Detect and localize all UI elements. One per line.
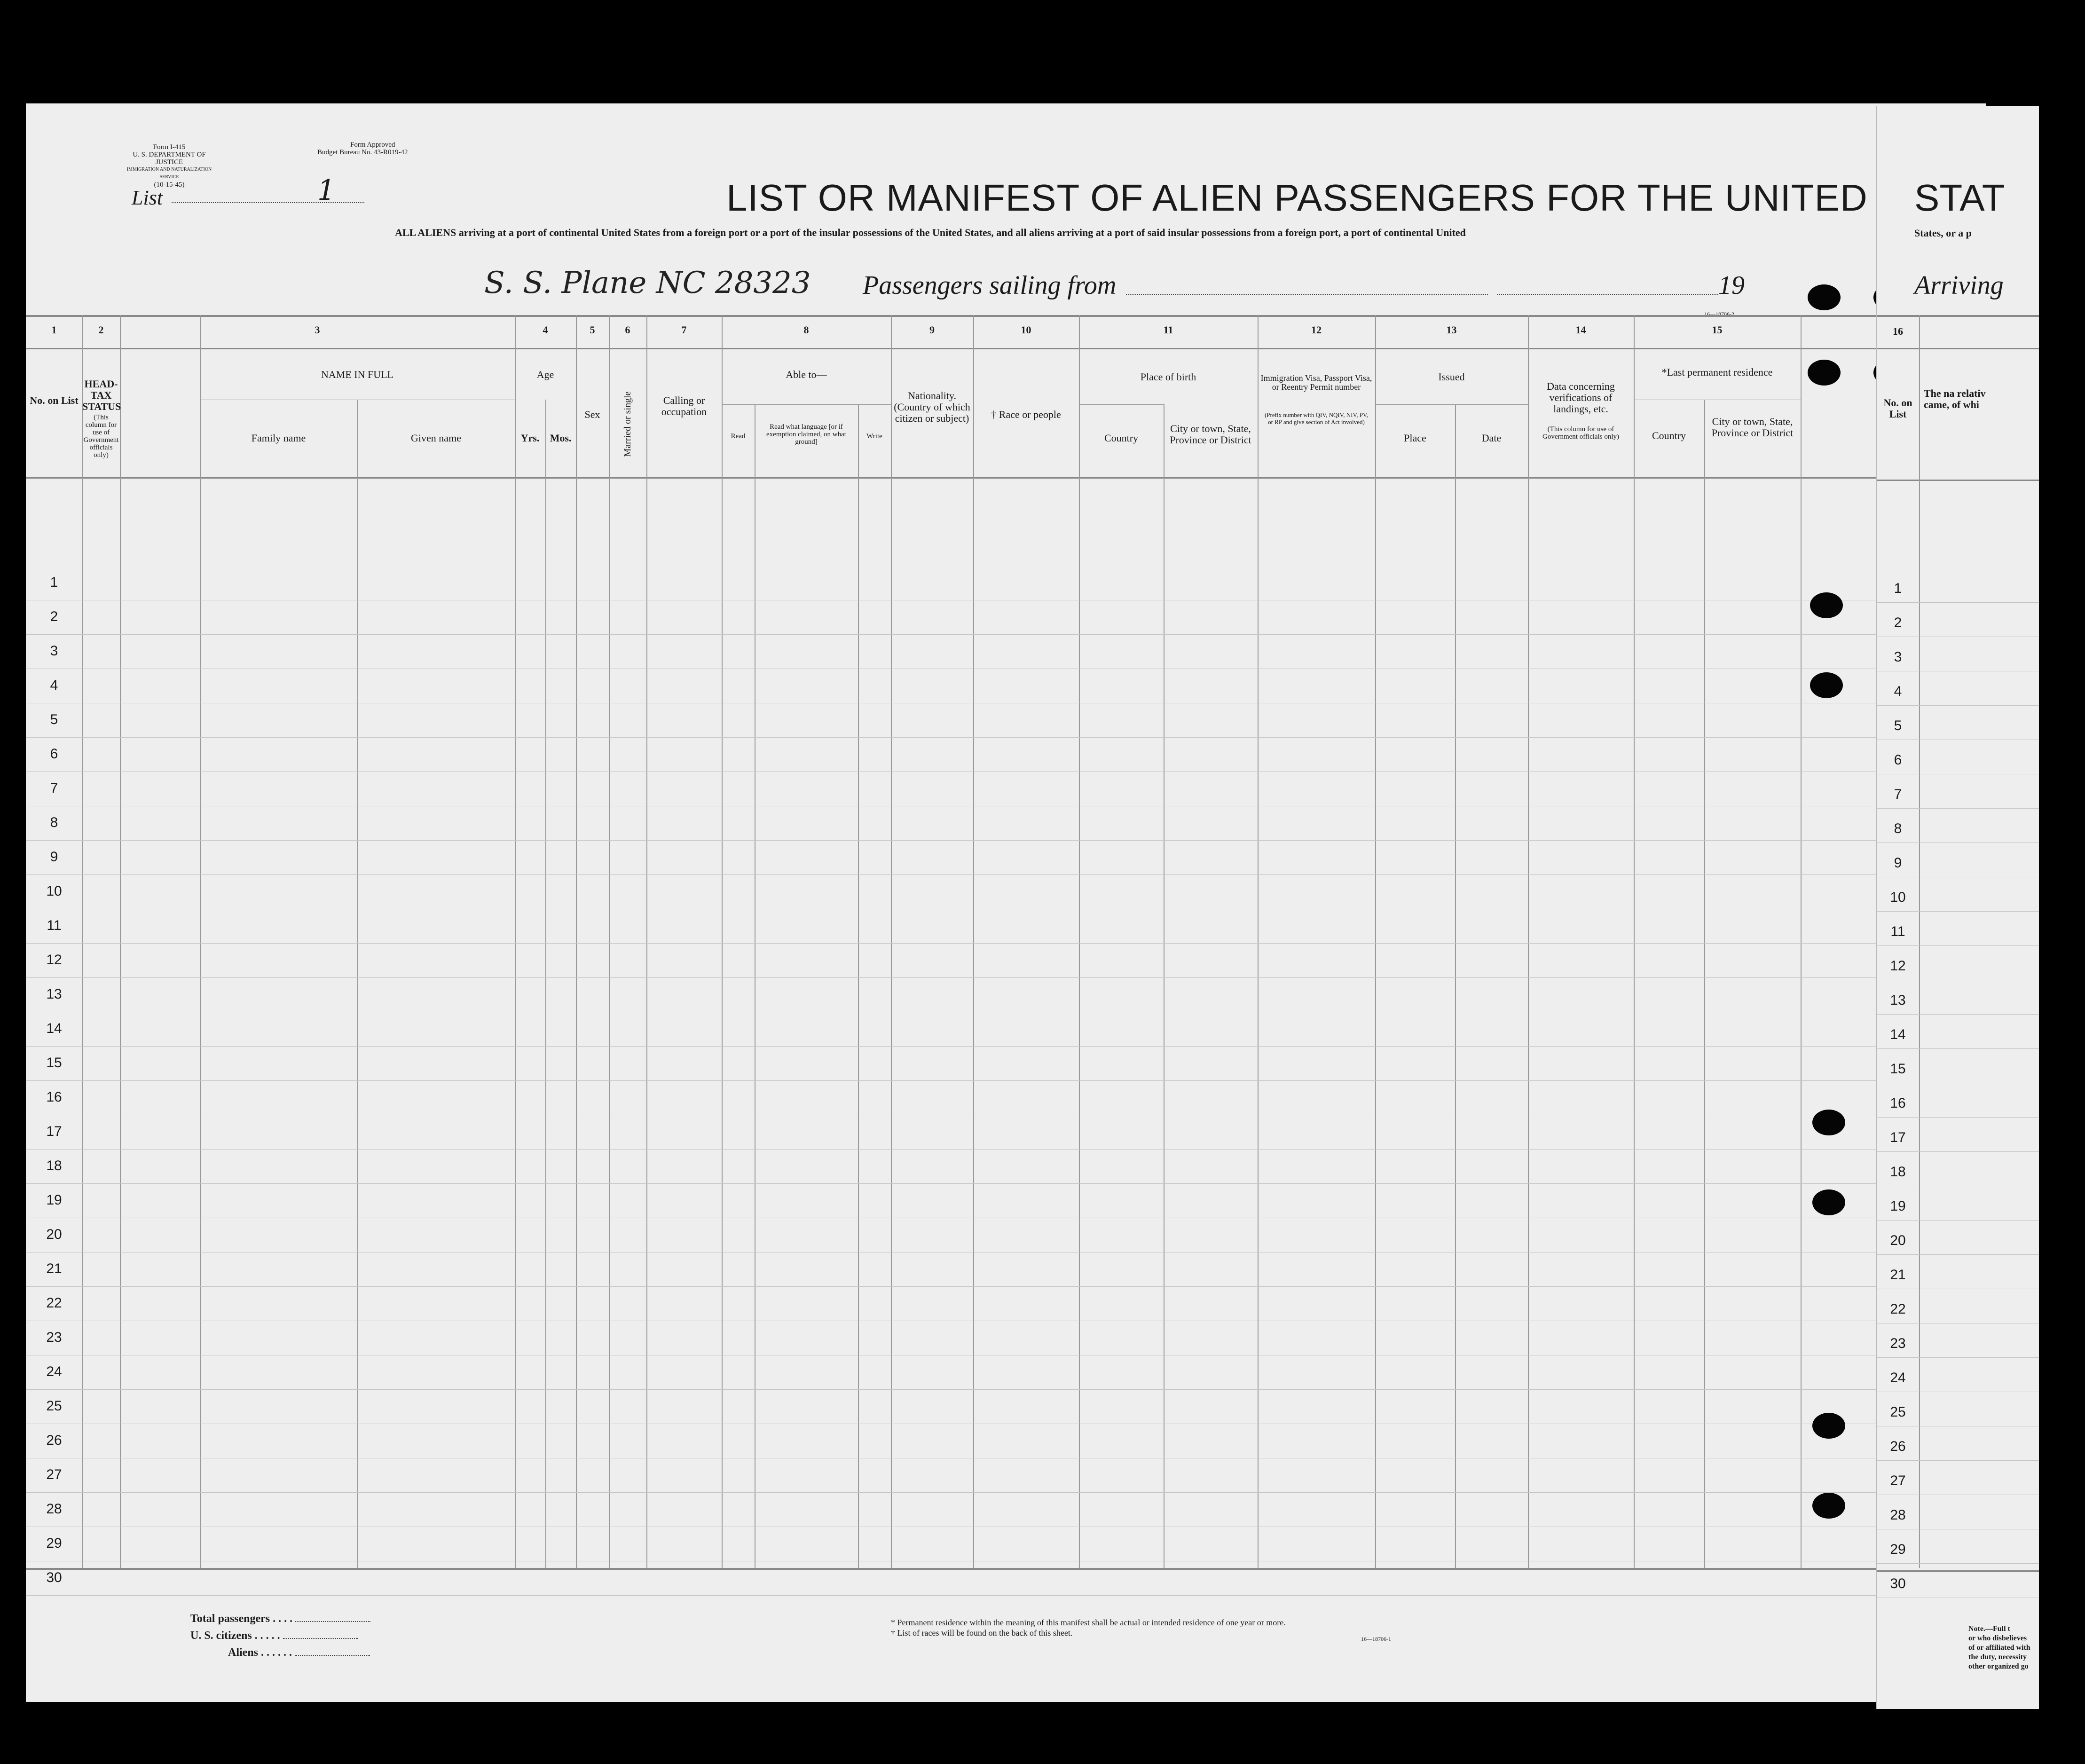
date-line bbox=[1497, 294, 1718, 295]
col-divider bbox=[1528, 315, 1529, 1568]
table-row bbox=[1877, 1151, 2039, 1152]
col1-header: No. on List bbox=[30, 394, 79, 406]
colnum-3: 3 bbox=[315, 324, 320, 336]
table-row bbox=[26, 840, 1986, 841]
table-row bbox=[1877, 1563, 2039, 1564]
row-number: 18 bbox=[46, 1158, 62, 1173]
row-number: 24 bbox=[1890, 1370, 1906, 1386]
footnote-residence: * Permanent residence within the meaning of this manifest shall be actual or intended residence of one year or more. bbox=[891, 1618, 1286, 1627]
row-number: 27 bbox=[1890, 1473, 1906, 1488]
row-number: 28 bbox=[46, 1501, 62, 1517]
col13-header: Issued bbox=[1438, 371, 1465, 383]
column-number-rule bbox=[26, 348, 1986, 349]
form-id-block bbox=[120, 143, 219, 189]
col-divider bbox=[1919, 315, 1920, 1568]
year-prefix: 19 bbox=[1718, 271, 1745, 300]
col-divider bbox=[576, 315, 577, 1568]
footer-code: 16—18706-1 bbox=[1361, 1636, 1391, 1642]
row-number: 7 bbox=[50, 780, 58, 796]
table-row bbox=[1877, 1048, 2039, 1049]
table-row bbox=[1877, 1460, 2039, 1461]
right-note-line: other organized go bbox=[1968, 1662, 2029, 1670]
row-number: 23 bbox=[1890, 1336, 1906, 1351]
col-divider bbox=[609, 315, 610, 1568]
aliens-label: Aliens bbox=[228, 1646, 259, 1659]
table-row bbox=[26, 874, 1986, 875]
col-divider bbox=[120, 315, 121, 1568]
row-number: 26 bbox=[46, 1433, 62, 1448]
row-number: 5 bbox=[1894, 718, 1902, 733]
row-number: 20 bbox=[46, 1227, 62, 1242]
col-divider bbox=[515, 315, 516, 1568]
row-number: 13 bbox=[46, 986, 62, 1002]
table-row bbox=[26, 1149, 1986, 1150]
total-passengers-label: Total passengers bbox=[190, 1613, 270, 1625]
table-row bbox=[1877, 602, 2039, 603]
punch-hole bbox=[1810, 592, 1843, 618]
table-row bbox=[26, 634, 1986, 635]
row-number: 12 bbox=[46, 952, 62, 968]
table-row bbox=[26, 1046, 1986, 1047]
row-number: 16 bbox=[1890, 1095, 1906, 1111]
col-divider bbox=[82, 315, 83, 1568]
row-number: 8 bbox=[1894, 821, 1902, 836]
row-number: 29 bbox=[46, 1536, 62, 1551]
col11-header: Place of birth bbox=[1140, 371, 1196, 383]
budget-number: Budget Bureau No. 43-R019-42 bbox=[317, 149, 408, 156]
col8-lang-header: Read what language [or if exemption claimed, on what ground] bbox=[766, 423, 846, 446]
col6-header: Married or single bbox=[622, 391, 633, 457]
us-citizens-label: U. S. citizens bbox=[190, 1630, 252, 1642]
row-number: 27 bbox=[46, 1467, 62, 1482]
list-line bbox=[172, 202, 364, 203]
row-number: 9 bbox=[50, 849, 58, 865]
manifest-title-cont: STAT bbox=[1914, 177, 2005, 219]
col11-city-header: City or town, State, Province or District bbox=[1170, 423, 1251, 446]
colnum-11: 11 bbox=[1163, 324, 1173, 336]
colnum-6: 6 bbox=[625, 324, 630, 336]
colnum-5: 5 bbox=[590, 324, 595, 336]
col11-country-header: Country bbox=[1104, 432, 1139, 444]
col4-header: Age bbox=[536, 369, 554, 380]
row-number: 20 bbox=[1890, 1233, 1906, 1248]
header-bottom-rule bbox=[1877, 480, 2039, 481]
row-number: 30 bbox=[46, 1570, 62, 1585]
row-number: 14 bbox=[1890, 1027, 1906, 1042]
form-dept: U. S. DEPARTMENT OF JUSTICE bbox=[133, 151, 206, 166]
row-number: 4 bbox=[50, 677, 58, 693]
table-row bbox=[26, 737, 1986, 738]
row-number: 9 bbox=[1894, 855, 1902, 871]
col3-family-header: Family name bbox=[251, 432, 306, 444]
col-divider bbox=[357, 400, 358, 1568]
arriving-label: Arriving bbox=[1914, 271, 2004, 300]
col8-header: Able to— bbox=[786, 369, 827, 380]
row-number: 5 bbox=[50, 712, 58, 727]
col12-header: Immigration Visa, Passport Visa, or Reentry Permit number bbox=[1260, 373, 1372, 392]
row-number: 6 bbox=[1894, 752, 1902, 768]
vessel-name: S. S. Plane NC 28323 bbox=[484, 266, 811, 300]
col-divider bbox=[1455, 404, 1456, 1568]
col3-header: NAME IN FULL bbox=[321, 369, 393, 380]
col10-header: † Race or people bbox=[991, 409, 1061, 420]
table-row bbox=[26, 1080, 1986, 1081]
footnotes bbox=[891, 1617, 1286, 1638]
row-number: 8 bbox=[50, 815, 58, 830]
right-note bbox=[1968, 1624, 2030, 1671]
row-number: 1 bbox=[1894, 581, 1902, 596]
row-number: 18 bbox=[1890, 1164, 1906, 1180]
col3-given-header: Given name bbox=[411, 432, 461, 444]
colnum-7: 7 bbox=[681, 324, 687, 336]
col-divider bbox=[1258, 315, 1259, 1568]
manifest-subtitle: ALL ALIENS arriving at a port of continental United States from a foreign port or a port of the insular possessions of the United States, and all aliens arriving at a port of said insular possessions from a foreign port, a port of continental United bbox=[395, 227, 1466, 238]
col-divider bbox=[200, 315, 201, 1568]
col7-header: Calling or occupation bbox=[661, 394, 707, 417]
row-number: 15 bbox=[46, 1055, 62, 1071]
row-number: 21 bbox=[46, 1261, 62, 1276]
table-row bbox=[26, 1183, 1986, 1184]
row-number: 17 bbox=[46, 1124, 62, 1139]
col-divider bbox=[722, 315, 723, 1568]
col16-header: No. on List bbox=[1883, 397, 1912, 420]
table-row bbox=[1877, 705, 2039, 706]
row-number: 26 bbox=[1890, 1439, 1906, 1454]
row-number: 14 bbox=[46, 1021, 62, 1036]
col-divider bbox=[1375, 315, 1376, 1568]
col13-date-header: Date bbox=[1481, 432, 1502, 444]
col5-header: Sex bbox=[584, 409, 600, 420]
manifest-sheet-continuation bbox=[1876, 106, 2039, 1709]
punch-hole bbox=[1812, 1413, 1845, 1439]
row-number: 24 bbox=[46, 1364, 62, 1379]
subheader-rule bbox=[722, 404, 891, 405]
table-top-rule bbox=[1877, 315, 2039, 317]
form-approval-block bbox=[317, 141, 449, 156]
manifest-subtitle-cont: States, or a p bbox=[1914, 227, 1972, 239]
punch-hole bbox=[1812, 1110, 1845, 1135]
table-row bbox=[26, 977, 1986, 978]
row-number: 3 bbox=[50, 643, 58, 659]
right-note-line: of or affiliated with bbox=[1968, 1644, 2030, 1652]
right-note-line: the duty, necessity bbox=[1968, 1653, 2027, 1661]
col-divider bbox=[646, 315, 647, 1568]
colnum-15: 15 bbox=[1712, 324, 1723, 336]
col-divider bbox=[858, 404, 859, 1568]
sailing-label: Passengers sailing from bbox=[863, 271, 1117, 300]
col-divider bbox=[891, 315, 892, 1568]
colnum-4: 4 bbox=[543, 324, 548, 336]
punch-hole bbox=[1812, 1189, 1845, 1215]
row-number: 21 bbox=[1890, 1267, 1906, 1283]
col14-header: Data concerning verifications of landings, etc. bbox=[1547, 380, 1615, 415]
list-number: 1 bbox=[317, 174, 336, 207]
totals-block: Total passengers . . . . U. S. citizens . . . . . Aliens . . . . . . bbox=[190, 1610, 370, 1661]
col-divider bbox=[1801, 315, 1802, 1568]
col2-note: (This column for use of Government officials only) bbox=[83, 414, 119, 459]
row-number: 30 bbox=[1890, 1576, 1906, 1591]
table-row bbox=[1877, 1220, 2039, 1221]
row-number: 15 bbox=[1890, 1061, 1906, 1077]
form-date: (10-15-45) bbox=[154, 181, 185, 189]
row-number: 13 bbox=[1890, 992, 1906, 1008]
right-note-line: Note.—Full t bbox=[1968, 1625, 2010, 1633]
row-number: 10 bbox=[46, 883, 62, 899]
col12-note: (Prefix number with QIV, NQIV, NIV, PV, or RP and give section of Act involved) bbox=[1264, 411, 1369, 425]
colnum-10: 10 bbox=[1021, 324, 1031, 336]
row-number: 19 bbox=[1890, 1198, 1906, 1214]
punch-hole bbox=[1808, 284, 1841, 310]
table-row bbox=[1877, 911, 2039, 912]
table-row bbox=[1877, 1117, 2039, 1118]
colnum-2: 2 bbox=[98, 324, 104, 336]
list-label: List bbox=[132, 186, 163, 209]
row-number: 12 bbox=[1890, 958, 1906, 974]
table-row bbox=[26, 1492, 1986, 1493]
sailing-line bbox=[1126, 294, 1488, 295]
colnum-16: 16 bbox=[1893, 325, 1903, 337]
row-number: 22 bbox=[1890, 1301, 1906, 1317]
row-number: 11 bbox=[47, 918, 62, 933]
col8-read-header: Read bbox=[731, 433, 746, 440]
form-service: IMMIGRATION AND NATURALIZATION SERVICE bbox=[126, 167, 212, 180]
row-number: 25 bbox=[46, 1398, 62, 1414]
col-divider bbox=[1634, 315, 1635, 1568]
col4-mos-header: Mos. bbox=[550, 432, 572, 444]
table-row bbox=[1877, 808, 2039, 809]
manifest-title: LIST OR MANIFEST OF ALIEN PASSENGERS FOR THE UNITED bbox=[726, 177, 1868, 219]
table-row bbox=[1877, 1357, 2039, 1358]
form-number: Form I-415 bbox=[153, 143, 186, 151]
col8-write-header: Write bbox=[866, 433, 882, 440]
table-row bbox=[1877, 1254, 2039, 1255]
col15-header: *Last permanent residence bbox=[1661, 366, 1773, 378]
row-number: 2 bbox=[1894, 615, 1902, 630]
punch-hole bbox=[1808, 360, 1841, 386]
col17-header-partial: The na relativ came, of whi bbox=[1924, 387, 1986, 410]
col14-note: (This column for use of Government officials only) bbox=[1542, 425, 1619, 441]
row-number: 4 bbox=[1894, 684, 1902, 699]
table-row bbox=[26, 943, 1986, 944]
row-number: 28 bbox=[1890, 1507, 1906, 1523]
row-number: 11 bbox=[1890, 924, 1905, 939]
colnum-14: 14 bbox=[1575, 324, 1586, 336]
row-number: 17 bbox=[1890, 1130, 1906, 1145]
punch-hole bbox=[1810, 672, 1843, 698]
col15-city-header: City or town, State, Province or District bbox=[1711, 416, 1794, 439]
colnum-8: 8 bbox=[803, 324, 809, 336]
col-divider bbox=[545, 400, 546, 1568]
row-number: 19 bbox=[46, 1192, 62, 1208]
header-bottom-rule bbox=[26, 477, 1986, 479]
row-number: 25 bbox=[1890, 1404, 1906, 1420]
table-row bbox=[1877, 945, 2039, 946]
colnum-1: 1 bbox=[51, 324, 57, 336]
col15-country-header: Country bbox=[1652, 430, 1686, 441]
row-number: 29 bbox=[1890, 1542, 1906, 1557]
col4-yrs-header: Yrs. bbox=[520, 432, 540, 444]
table-row bbox=[26, 1595, 1986, 1596]
row-number: 2 bbox=[50, 609, 58, 624]
manifest-sheet bbox=[26, 103, 1986, 1702]
col13-place-header: Place bbox=[1404, 432, 1426, 444]
col9-header: Nationality. (Country of which citizen or subject) bbox=[894, 390, 970, 424]
table-row bbox=[26, 1389, 1986, 1390]
right-note-line: or who disbelieves bbox=[1968, 1634, 2027, 1642]
row-number: 1 bbox=[50, 575, 58, 590]
row-number: 3 bbox=[1894, 649, 1902, 665]
form-approved: Form Approved bbox=[350, 141, 395, 149]
row-number: 16 bbox=[46, 1089, 62, 1105]
table-bottom-rule bbox=[1877, 1570, 2039, 1572]
row-number: 6 bbox=[50, 746, 58, 762]
colnum-9: 9 bbox=[929, 324, 935, 336]
row-number: 23 bbox=[46, 1330, 62, 1345]
table-row bbox=[1877, 1014, 2039, 1015]
table-bottom-rule bbox=[26, 1568, 1986, 1570]
col-divider bbox=[1079, 315, 1080, 1568]
row-number: 10 bbox=[1890, 890, 1906, 905]
table-top-rule bbox=[26, 315, 1986, 317]
col-divider bbox=[973, 315, 974, 1568]
punch-hole bbox=[1812, 1493, 1845, 1519]
col2-header: HEAD-TAX STATUS bbox=[82, 378, 121, 412]
colnum-12: 12 bbox=[1311, 324, 1322, 336]
print-code: 16—18706-2 bbox=[1704, 311, 1734, 317]
table-row bbox=[26, 1286, 1986, 1287]
footnote-races: † List of races will be found on the back of this sheet. bbox=[891, 1628, 1073, 1638]
row-number: 7 bbox=[1894, 787, 1902, 802]
row-number: 22 bbox=[46, 1295, 62, 1311]
subheader-rule bbox=[1079, 404, 1164, 405]
subheader-rule bbox=[1375, 404, 1528, 405]
column-number-rule bbox=[1877, 348, 2039, 349]
colnum-13: 13 bbox=[1446, 324, 1457, 336]
col-divider bbox=[1704, 400, 1705, 1568]
